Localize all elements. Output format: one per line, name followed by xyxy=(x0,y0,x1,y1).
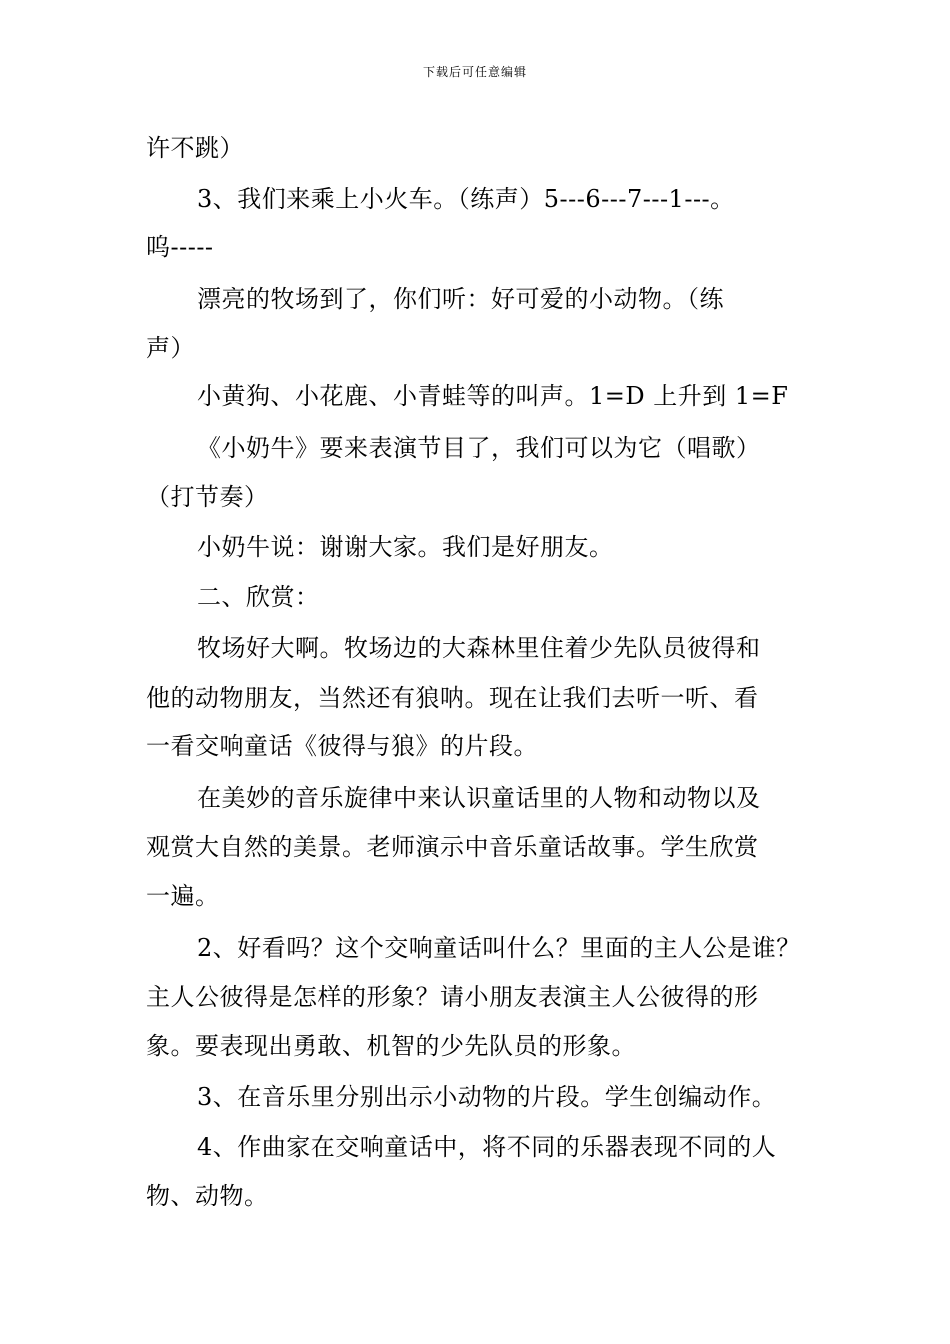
text-line-16: 一遍。 xyxy=(146,882,220,910)
text-line-9: 小奶牛说：谢谢大家。我们是好朋友。 xyxy=(197,533,614,561)
text-line-15: 观赏大自然的美景。老师演示中音乐童话故事。学生欣赏 xyxy=(146,833,759,861)
text-line-1: 许不跳） xyxy=(146,134,244,162)
text-line-21: 4、作曲家在交响童话中，将不同的乐器表现不同的人 xyxy=(197,1133,777,1161)
page-header: 下载后可任意编辑 xyxy=(422,65,527,79)
text-line-18: 主人公彼得是怎样的形象？请小朋友表演主人公彼得的形 xyxy=(146,983,759,1011)
text-line-20: 3、在音乐里分别出示小动物的片段。学生创编动作。 xyxy=(197,1083,777,1111)
text-line-3: 呜----- xyxy=(146,233,214,261)
text-line-12: 他的动物朋友，当然还有狼呐。现在让我们去听一听、看 xyxy=(146,684,759,712)
text-line-19: 象。要表现出勇敢、机智的少先队员的形象。 xyxy=(146,1032,636,1060)
section-heading: 二、欣赏： xyxy=(197,583,320,611)
text-line-14: 在美妙的音乐旋律中来认识童话里的人物和动物以及 xyxy=(197,784,761,812)
text-line-6: 小黄狗、小花鹿、小青蛙等的叫声。1=D 上升到 1=F xyxy=(197,382,789,410)
text-line-11: 牧场好大啊。牧场边的大森林里住着少先队员彼得和 xyxy=(197,634,761,662)
text-line-4: 漂亮的牧场到了，你们听：好可爱的小动物。（练 xyxy=(197,285,724,313)
text-line-2: 3、我们来乘上小火车。（练声）5---6---7---1---。 xyxy=(197,185,735,213)
text-line-13: 一看交响童话《彼得与狼》的片段。 xyxy=(146,732,538,760)
text-line-22: 物、动物。 xyxy=(146,1182,269,1210)
text-line-8: （打节奏） xyxy=(146,483,269,511)
text-line-17: 2、好看吗？这个交响童话叫什么？里面的主人公是谁？ xyxy=(197,934,801,962)
text-line-5: 声） xyxy=(146,334,195,362)
text-line-7: 《小奶牛》要来表演节目了，我们可以为它（唱歌） xyxy=(197,434,761,462)
